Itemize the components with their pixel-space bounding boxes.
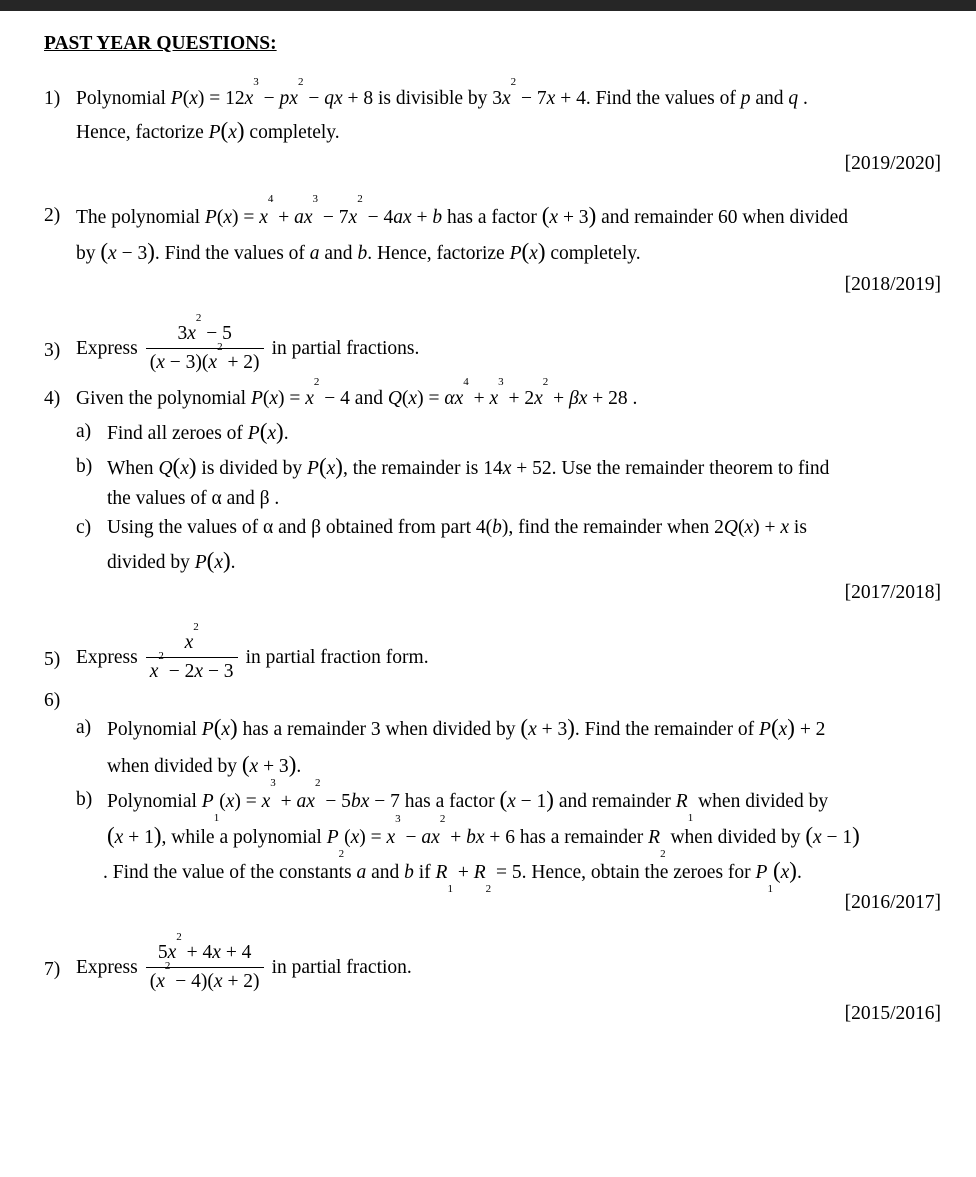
- year-tag: [2017/2018]: [844, 582, 941, 603]
- question-6a-line-1: Polynomial P(x) has a remainder 3 when divided by (x + 3). Find the remainder of P(x) + 2: [107, 715, 826, 740]
- question-6b-line-1: Polynomial $P_1(x) = x^3 + ax^2 - 5bx - 7$ has a factor (x − 1) and remainder $R_1$ when divided by: [107, 777, 829, 824]
- fraction: $\frac{3x^2 - 5}{(x - 3)(x^2 + 2)}$: [146, 322, 264, 375]
- fraction: $\frac{5x^2 + 4x + 4}{(x^2 - 4)(x + 2)}$: [146, 941, 264, 994]
- question-number: 6): [44, 690, 61, 711]
- question-4c-line-1: Using the values of α and β obtained from part 4(b), find the remainder when 2Q(x) + x is: [107, 517, 807, 538]
- question-4c-label: c): [76, 517, 92, 538]
- question-number: 7): [44, 959, 61, 980]
- fraction: $\frac{x^2}{x^2 - 2x - 3}$: [146, 631, 238, 684]
- year-tag: [2018/2019]: [844, 274, 941, 295]
- question-4c-line-2: divided by P(x).: [107, 548, 236, 573]
- question-6a-label: a): [76, 717, 92, 738]
- question-5-line: Express $\frac{x^2}{x^2 - 2x - 3}$ in partial fraction form.: [76, 621, 429, 682]
- question-number: 4): [44, 388, 61, 409]
- page-title: PAST YEAR QUESTIONS:: [44, 33, 277, 54]
- question-6b-line-2: (x + 1), while a polynomial $P_2(x) = x^3 - ax^2$ + bx + 6 has a remainder $R_2$ when divided by (x − 1): [107, 813, 860, 860]
- question-number: 2): [44, 205, 61, 226]
- top-border: [0, 0, 976, 11]
- question-3-line: Express $\frac{3x^2 - 5}{(x - 3)(x^2 + 2)}$ in partial fractions.: [76, 312, 420, 373]
- year-tag: [2016/2017]: [844, 892, 941, 913]
- question-6b-label: b): [76, 789, 93, 810]
- question-number: 3): [44, 340, 61, 361]
- question-4b-label: b): [76, 456, 93, 477]
- year-tag: [2019/2020]: [844, 153, 941, 174]
- question-7-line: Express $\frac{5x^2 + 4x + 4}{(x^2 - 4)(x + 2)}$ in partial fraction.: [76, 931, 412, 992]
- question-2-line-2: by (x − 3). Find the values of a and b. Hence, factorize P(x) completely.: [76, 239, 641, 264]
- question-4a-text: Find all zeroes of P(x).: [107, 419, 289, 444]
- question-2-line-1: The polynomial $P(x) = x^4 + ax^3 - 7x^2 - 4ax + b$ has a factor (x + 3) and remainder 60 when divided: [76, 193, 849, 228]
- question-6a-line-2: when divided by (x + 3).: [107, 752, 302, 777]
- question-number: 1): [44, 88, 61, 109]
- question-4b-line-1: When Q(x) is divided by P(x), the remainder is 14x + 52. Use the remainder theorem to find: [107, 454, 830, 479]
- question-1-line-1: Polynomial $P(x) = 12x^3 - px^2$ − qx + 8 is divisible by $3x^2 - 7x + 4$. Find the values of p and q .: [76, 76, 808, 109]
- question-4b-line-2: the values of α and β .: [107, 488, 280, 509]
- question-1-line-2: Hence, factorize P(x) completely.: [76, 118, 340, 143]
- question-4a-label: a): [76, 421, 92, 442]
- question-4-line-1: Given the polynomial $P(x) = x^2 - 4$ and $Q(x) = \alpha x^4 + x^3 + 2x^2 + \beta x + 28$ .: [76, 376, 638, 409]
- year-tag: [2015/2016]: [844, 1003, 941, 1024]
- question-number: 5): [44, 649, 61, 670]
- question-6b-line-3: . Find the value of the constants a and b if $R_1 + R_2 = 5$. Hence, obtain the zeroes for $P_1(x)$.: [103, 858, 802, 895]
